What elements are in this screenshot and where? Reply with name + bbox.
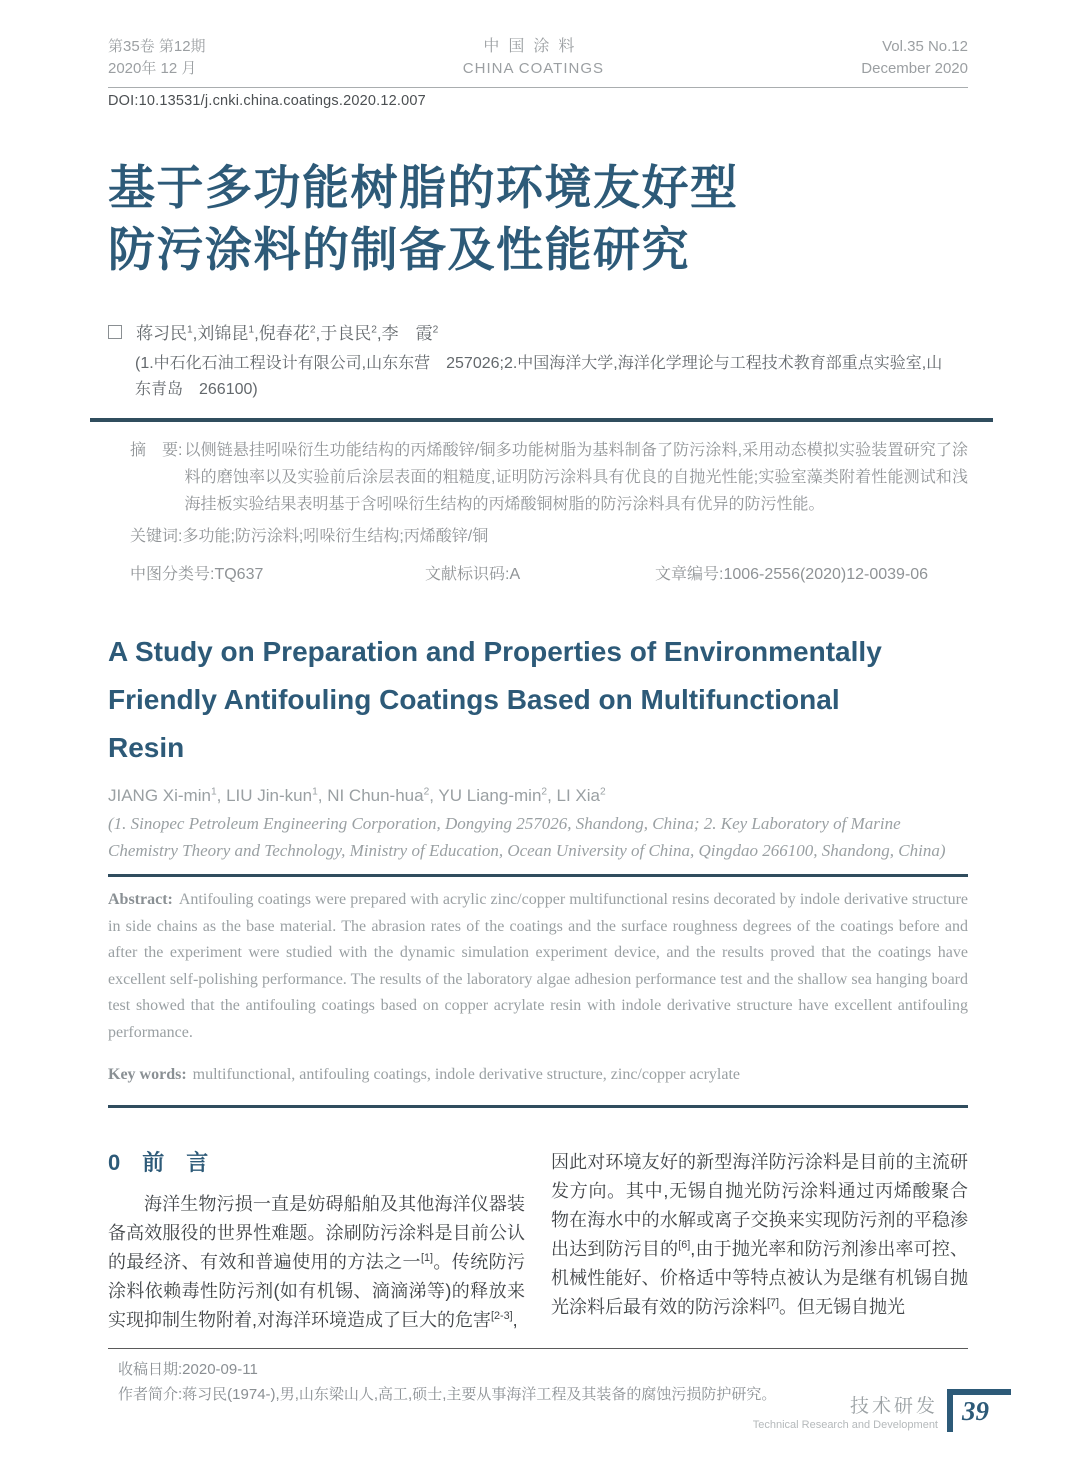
doi-text: DOI:10.13531/j.cnki.china.coatings.2020.12.007 bbox=[108, 93, 426, 109]
article-title-cn bbox=[108, 157, 968, 281]
keywords-cn-block bbox=[130, 524, 968, 550]
document-code-label: 文献标识码: bbox=[425, 566, 510, 583]
column-category-en: Technical Research and Development bbox=[752, 1419, 938, 1431]
journal-date-en: December 2020 bbox=[861, 60, 968, 77]
affiliation-cn: (1.中石化石油工程设计有限公司,山东东营 257026;2.中国海洋大学,海洋化学理论与工程技术教育部重点实验室,山东青岛 266100) bbox=[135, 355, 943, 398]
document-code-value: A bbox=[509, 566, 521, 583]
abstract-cn-block bbox=[130, 437, 968, 518]
abstract-en-text: Antifouling coatings were prepared with acrylic zinc/copper multifunctional resins decorated by indole derivative structure in side chains as the base material. The abrasion rates of the coatings and the surface roughness degrees of the coatings before and after the experiment were studied with the dynamic simulation experiment device, and the results proved that the coatings have excellent self-polishing performance. The results of the laboratory algae adhesion performance test and the shallow sea hanging board test showed that the antifouling coatings based on copper acrylate resin with indole derivative structure have excellent antifouling performance. bbox=[108, 891, 968, 1041]
author-marker-square-icon bbox=[108, 325, 122, 339]
section-heading-intro bbox=[108, 1148, 525, 1178]
document-code bbox=[425, 561, 655, 584]
english-abstract-top-divider bbox=[108, 874, 968, 877]
clc-label: 中图分类号: bbox=[130, 566, 215, 583]
article-title-cn-line2: 防污涂料的制备及性能研究 bbox=[108, 223, 690, 276]
article-title-en-line2: Friendly Antifouling Coatings Based on Multifunctional bbox=[108, 684, 840, 715]
body-column-left bbox=[108, 1148, 525, 1335]
article-id-value: 1006-2556(2020)12-0039-06 bbox=[723, 566, 929, 583]
keywords-en-text: multifunctional, antifouling coatings, indole derivative structure, zinc/copper acrylate bbox=[192, 1066, 741, 1083]
body-columns bbox=[108, 1148, 968, 1335]
column-category-cn: 技术研发 bbox=[849, 1396, 938, 1417]
clc-value: TQ637 bbox=[214, 566, 264, 583]
authors-cn-row bbox=[108, 319, 968, 344]
journal-date-cn: 2020年 12 月 bbox=[108, 60, 197, 77]
column-category bbox=[753, 1396, 938, 1433]
body-column-right bbox=[551, 1148, 968, 1335]
received-date-value: 2020-09-11 bbox=[182, 1360, 258, 1378]
footnote-divider bbox=[108, 1348, 968, 1349]
journal-vol-issue-cn: 第35卷 第12期 bbox=[108, 38, 206, 55]
journal-header bbox=[108, 36, 968, 80]
abstract-en-label: Abstract: bbox=[108, 891, 173, 908]
keywords-en-label: Key words: bbox=[108, 1066, 187, 1083]
journal-vol-issue-en: Vol.35 No.12 bbox=[882, 38, 968, 55]
journal-issue-en bbox=[861, 36, 968, 80]
article-title-en-line1: A Study on Preparation and Properties of Environmentally bbox=[108, 636, 882, 667]
header-divider bbox=[108, 87, 968, 88]
received-date-line bbox=[118, 1357, 968, 1382]
body-paragraph-right: 因此对环境友好的新型海洋防污涂料是目前的主流研发方向。其中,无锡自抛光防污涂料通过丙烯酸聚合物在海水中的水解或离子交换来实现防污剂的平稳渗出达到防污目的[6],由于抛光率和防污剂渗出率可控、机械性能好、价格适中等特点被认为是继有机锡自抛光涂料后最有效的防污涂料[7]。但无锡自抛光 bbox=[551, 1151, 969, 1317]
abstract-en-block bbox=[108, 887, 968, 1046]
abstract-cn-label: 摘 要: bbox=[130, 442, 183, 459]
authors-en: JIANG $Xi-\min^1$, LIU Jin-kun$^1$, NI Chun-hua$^2$, YU Liang-$\min^2$, LI Xia$^2$ bbox=[108, 786, 606, 805]
keywords-cn-text: 多功能;防污涂料;吲哚衍生结构;丙烯酸锌/铜 bbox=[182, 528, 489, 545]
affiliation-en: (1. Sinopec Petroleum Engineering Corporation, Dongying 257026, Shandong, China; 2. Key Laboratory of Marine Chemistry Theory and Technology, Ministry of Education, Ocean University of China, Qingdao 266100, Shandong, China) bbox=[108, 814, 946, 860]
journal-name-en: CHINA COATINGS bbox=[462, 60, 605, 77]
article-id-label: 文章编号: bbox=[655, 566, 724, 583]
article-title-cn-line1: 基于多功能树脂的环境友好型 bbox=[108, 161, 739, 214]
keywords-en-block bbox=[108, 1062, 968, 1089]
body-paragraph-left: 海洋生物污损一直是妨碍船舶及其他海洋仪器装备高效服役的世界性难题。涂刷防污涂料是目前公认的最经济、有效和普遍使用的方法之一[1]。传统防污涂料依赖毒性防污剂(如有机锡、滴滴涕等)的释放来实现抑制生物附着,对海洋环境造成了巨大的危害[2-3], bbox=[108, 1193, 526, 1330]
keywords-cn-label: 关键词: bbox=[130, 528, 183, 545]
journal-name-cn: 中国涂料 bbox=[483, 38, 584, 55]
author-bio-label: 作者简介: bbox=[118, 1385, 183, 1403]
page-footer bbox=[753, 1389, 1011, 1433]
journal-name bbox=[463, 36, 604, 80]
section-title: 前 言 bbox=[142, 1149, 209, 1175]
article-id bbox=[655, 561, 968, 584]
received-date-label: 收稿日期: bbox=[118, 1360, 183, 1378]
author-bio-text: 蒋习民(1974-),男,山东梁山人,高工,硕士,主要从事海洋工程及其装备的腐蚀污损防护研究。 bbox=[182, 1385, 777, 1403]
clc-number bbox=[130, 561, 425, 584]
journal-issue-cn bbox=[108, 36, 206, 80]
authors-cn: 蒋习民$^1$,刘锦昆$^1$,倪春花$^2$,于良民$^2$,李 霞$^2$ bbox=[136, 324, 439, 343]
page-number: 39 bbox=[962, 1396, 989, 1426]
page-number-bracket bbox=[947, 1389, 1011, 1432]
abstract-cn-text: 以侧链悬挂吲哚衍生功能结构的丙烯酸锌/铜多功能树脂为基料制备了防污涂料,采用动态模拟实验装置研究了涂料的磨蚀率以及实验前后涂层表面的粗糙度,证明防污涂料具有优良的自抛光性能;实验室藻类附着性能测试和浅海挂板实验结果表明基于含吲哚衍生结构的丙烯酸铜树脂的防污涂料具有优异的防污性能。 bbox=[184, 442, 968, 513]
english-abstract-bottom-divider bbox=[108, 1105, 968, 1108]
page-content bbox=[108, 0, 968, 1407]
classification-row bbox=[130, 561, 968, 584]
abstract-top-divider bbox=[90, 418, 993, 422]
article-title-en-line3: Resin bbox=[108, 732, 185, 763]
section-number: 0 bbox=[108, 1149, 121, 1175]
article-title-en bbox=[108, 628, 968, 772]
